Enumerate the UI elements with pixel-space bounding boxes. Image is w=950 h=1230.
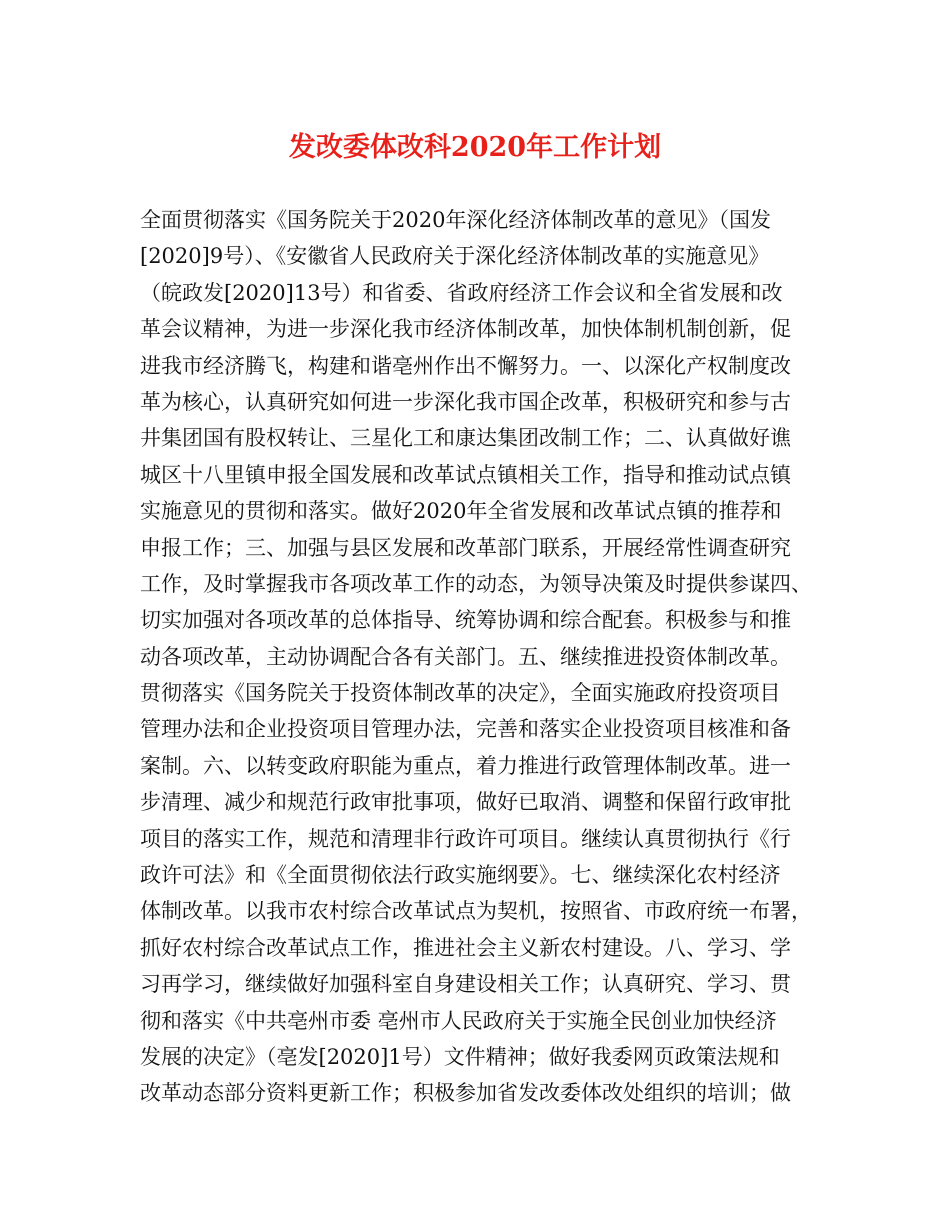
body-line: 体制改革。以我市农村综合改革试点为契机，按照省、市政府统一布署，	[140, 899, 812, 924]
body-line: 工作，及时掌握我市各项改革工作的动态，为领导决策及时提供参谋四、	[140, 571, 812, 596]
body-line: 切实加强对各项改革的总体指导、统筹协调和综合配套。积极参与和推	[140, 608, 791, 633]
body-line: 习再学习，继续做好加强科室自身建设相关工作；认真研究、学习、贯	[140, 972, 791, 997]
body-line: 全面贯彻落实《国务院关于2020年深化经济体制改革的意见》（国发	[140, 208, 771, 232]
body-line: 改革动态部分资料更新工作；积极参加省发改委体改处组织的培训；做	[140, 1081, 791, 1106]
body-line: 彻和落实《中共亳州市委 亳州市人民政府关于实施全民创业加快经济	[140, 1008, 777, 1033]
body-line: 进我市经济腾飞，构建和谐亳州作出不懈努力。一、以深化产权制度改	[140, 353, 791, 378]
body-line: 井集团国有股权转让、三星化工和康达集团改制工作；二、认真做好谯	[140, 426, 791, 451]
body-line: 贯彻落实《国务院关于投资体制改革的决定》，全面实施政府投资项目	[140, 681, 781, 706]
body-line: 动各项改革，主动协调配合各有关部门。五、继续推进投资体制改革。	[140, 644, 791, 669]
body-line: 项目的落实工作，规范和清理非行政许可项目。继续认真贯彻执行《行	[140, 826, 791, 851]
body-line: 申报工作；三、加强与县区发展和改革部门联系，开展经常性调查研究	[140, 535, 791, 560]
body-line: 实施意见的贯彻和落实。做好2020年全省发展和改革试点镇的推荐和	[140, 499, 782, 524]
body-line: 发展的决定》（亳发[2020]1号）文件精神；做好我委网页政策法规和	[140, 1044, 780, 1069]
body-line: （皖政发[2020]13号）和省委、省政府经济工作会议和全省发展和改	[140, 280, 783, 305]
body-line: 案制。六、以转变政府职能为重点，着力推进行政管理体制改革。进一	[140, 753, 791, 778]
body-line: 革为核心，认真研究如何进一步深化我市国企改革，积极研究和参与古	[140, 389, 791, 414]
body-line: 城区十八里镇申报全国发展和改革试点镇相关工作，指导和推动试点镇	[140, 462, 791, 487]
body-line: 革会议精神，为进一步深化我市经济体制改革，加快体制机制创新，促	[140, 317, 791, 342]
body-line: 抓好农村综合改革试点工作，推进社会主义新农村建设。八、学习、学	[140, 935, 791, 960]
body-line: 管理办法和企业投资项目管理办法，完善和落实企业投资项目核准和备	[140, 717, 791, 742]
body-line: 步清理、减少和规范行政审批事项，做好已取消、调整和保留行政审批	[140, 790, 791, 815]
document-title: 发改委体改科2020年工作计划	[288, 132, 662, 163]
document-body	[140, 202, 815, 1112]
body-line: 政许可法》和《全面贯彻依法行政实施纲要》。七、继续深化农村经济	[140, 863, 781, 888]
body-line: [2020]9号）、《安徽省人民政府关于深化经济体制改革的实施意见》	[140, 244, 770, 269]
